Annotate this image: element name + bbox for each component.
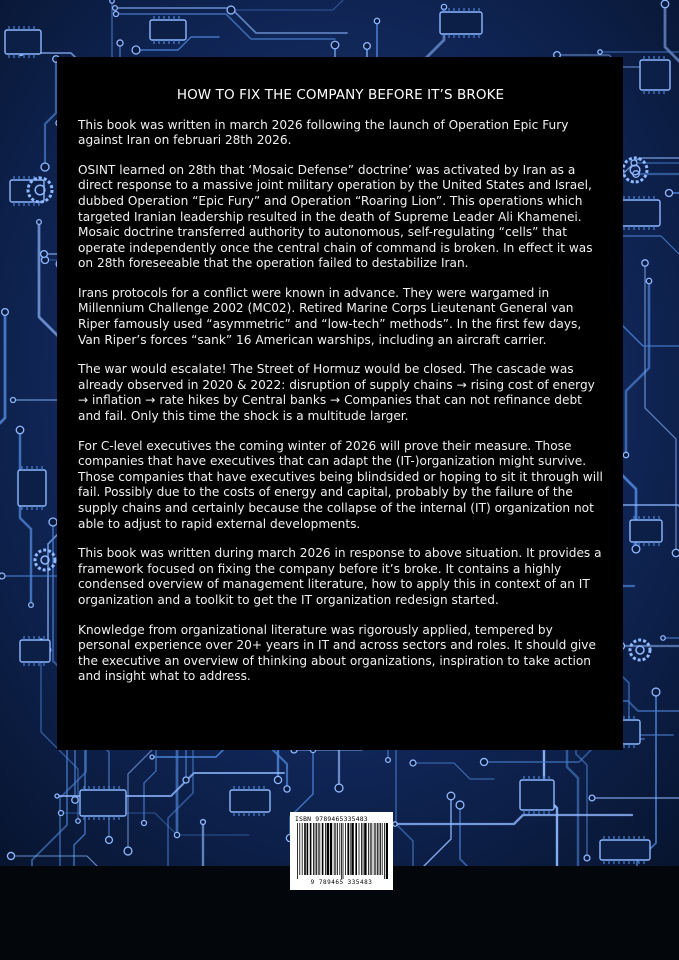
barcode-digits: 9 789465 335483 xyxy=(310,879,373,886)
blurb-paragraph-1: This book was written in march 2026 following the launch of Operation Epic Fury against Iran on februari 28th 2026. xyxy=(78,117,569,148)
barcode-bars xyxy=(295,823,388,879)
blurb-paragraph-2: OSINT learned on 28th that ‘Mosaic Defense” doctrine’ was activated by Iran as a direct response to a massive joint military operation by the United States and Israel, dubbed Operation “Epic Fury” and Operation “Roaring Lion”. This operations which targeted Iranian leadership resulted in the death of Supreme Leader Ali Khamenei. Mosaic doctrine transferred authority to autonomous, self-regulating “cells” that operate independently once the central chain of command is broken. In effect it was on 28th foreseeable that the operation failed to destabilize Iran. xyxy=(78,162,593,271)
book-title: HOW TO FIX THE COMPANY BEFORE IT’S BROKE xyxy=(176,87,505,103)
blurb-paragraph-5: For C-level executives the coming winter of 2026 will prove their measure. Those companies that have executives that can adapt the (IT-)organization might survive. Those companies that have executives being blindsided or hoping to sit it through will fail. Possibly due to the costs of energy and capital, probably by the failure of the supply chains and certainly because the collapse of the internal (IT) organization not able to adjust to rapid external developments. xyxy=(78,438,603,531)
blurb-panel xyxy=(57,57,623,750)
blurb-paragraph-7: Knowledge from organizational literature was rigorously applied, tempered by personal experience over 20+ years in IT and across sectors and roles. It should give the executive an overview of thinking about organizations, inspiration to take action and insight what to address. xyxy=(78,622,596,684)
isbn-label: ISBN 9789465335483 xyxy=(295,815,368,823)
blurb-paragraph-6: This book was written during march 2026 in response to above situation. It provides a framework focused on fixing the company before it’s broke. It contains a highly condensed overview of management literature, how to apply this in context of an IT organization and a toolkit to get the IT organization redesign started. xyxy=(78,546,602,607)
isbn-barcode xyxy=(290,812,393,890)
blurb-paragraph-3: Irans protocols for a conflict were known in advance. They were wargamed in Millennium Challenge 2002 (MC02). Retired Marine Corps Lieutenant General van Riper famously used “asymmetric” and “low-tech” methods”. In the first few days, Van Riper’s forces “sank” 16 American warships, including an aircraft carrier. xyxy=(78,285,582,347)
blurb-paragraph-4: The war would escalate! The Street of Hormuz would be closed. The cascade was already observed in 2020 & 2022: disruption of supply chains → rising cost of energy → inflation → rate hikes by Central banks → Companies that can not refinance debt and fail. Only this time the shock is a multitude larger. xyxy=(78,362,595,424)
